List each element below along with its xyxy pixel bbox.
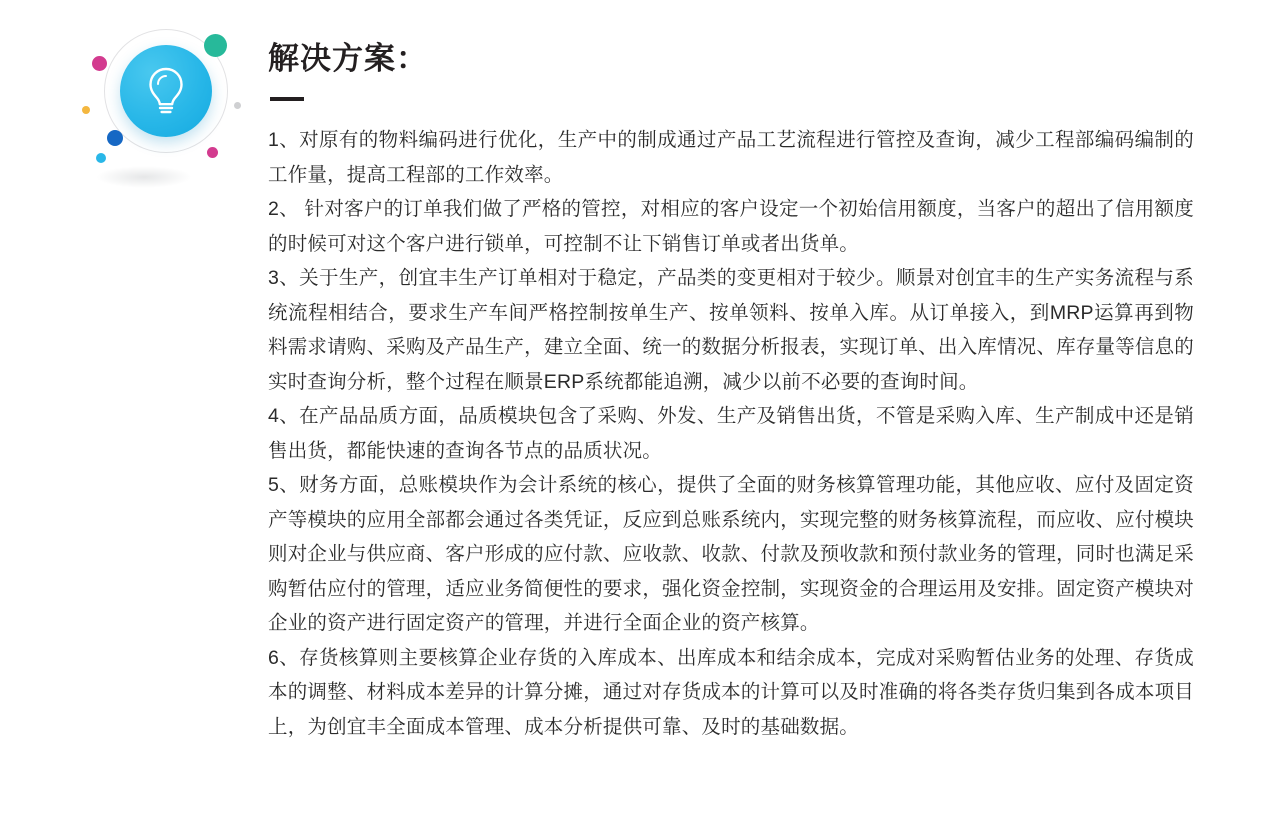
paragraph-6: 6、存货核算则主要核算企业存货的入库成本、出库成本和结余成本，完成对采购暂估业务的处理、存货成本的调整、材料成本差异的计算分摊，通过对存货成本的计算可以及时准确的将各类存货归集到各成本项目上，为创宜丰全面成本管理、成本分析提供可靠、及时的基础数据。 xyxy=(268,646,1194,738)
dot-cyan-icon xyxy=(96,153,106,163)
dot-pink-left-icon xyxy=(92,56,107,71)
logo-shadow xyxy=(96,166,192,188)
dot-teal-icon xyxy=(204,34,227,57)
paragraph-2: 2、 针对客户的订单我们做了严格的管控，对相应的客户设定一个初始信用额度，当客户的超出了信用额度的时候可对这个客户进行锁单，可控制不让下销售订单或者出货单。 xyxy=(268,198,1194,255)
paragraph-1: 1、对原有的物料编码进行优化，生产中的制成通过产品工艺流程进行管控及查询，减少工程部编码编制的工作量，提高工程部的工作效率。 xyxy=(268,129,1194,186)
content-column xyxy=(268,40,1194,744)
dot-pink-right-icon xyxy=(207,147,218,158)
page-title: 解决方案： xyxy=(268,41,428,76)
solution-logo xyxy=(78,14,253,189)
dot-grey-icon xyxy=(234,102,241,109)
paragraph-4: 4、在产品品质方面，品质模块包含了采购、外发、生产及销售出货，不管是采购入库、生产制成中还是销售出货，都能快速的查询各节点的品质状况。 xyxy=(268,405,1194,462)
dot-amber-icon xyxy=(82,106,90,114)
title-underline xyxy=(270,97,304,101)
solution-body xyxy=(268,123,1194,744)
paragraph-5: 5、财务方面，总账模块作为会计系统的核心，提供了全面的财务核算管理功能，其他应收、应付及固定资产等模块的应用全部都会通过各类凭证，反应到总账系统内，实现完整的财务核算流程，而应收、应付模块则对企业与供应商、客户形成的应付款、应收款、收款、付款及预收款和预付款业务的管理，同时也满足采购暂估应付的管理，适应业务简便性的要求，强化资金控制，实现资金的合理运用及安排。固定资产模块对企业的资产进行固定资产的管理，并进行全面企业的资产核算。 xyxy=(268,474,1194,635)
lightbulb-icon xyxy=(146,66,186,118)
dot-blue-icon xyxy=(107,130,123,146)
paragraph-3: 3、关于生产，创宜丰生产订单相对于稳定，产品类的变更相对于较少。顺景对创宜丰的生产实务流程与系统流程相结合，要求生产车间严格控制按单生产、按单领料、按单入库。从订单接入，到MRP运算再到物料需求请购、采购及产品生产，建立全面、统一的数据分析报表，实现订单、出入库情况、库存量等信息的实时查询分析，整个过程在顺景ERP系统都能追溯，减少以前不必要的查询时间。 xyxy=(268,267,1194,393)
